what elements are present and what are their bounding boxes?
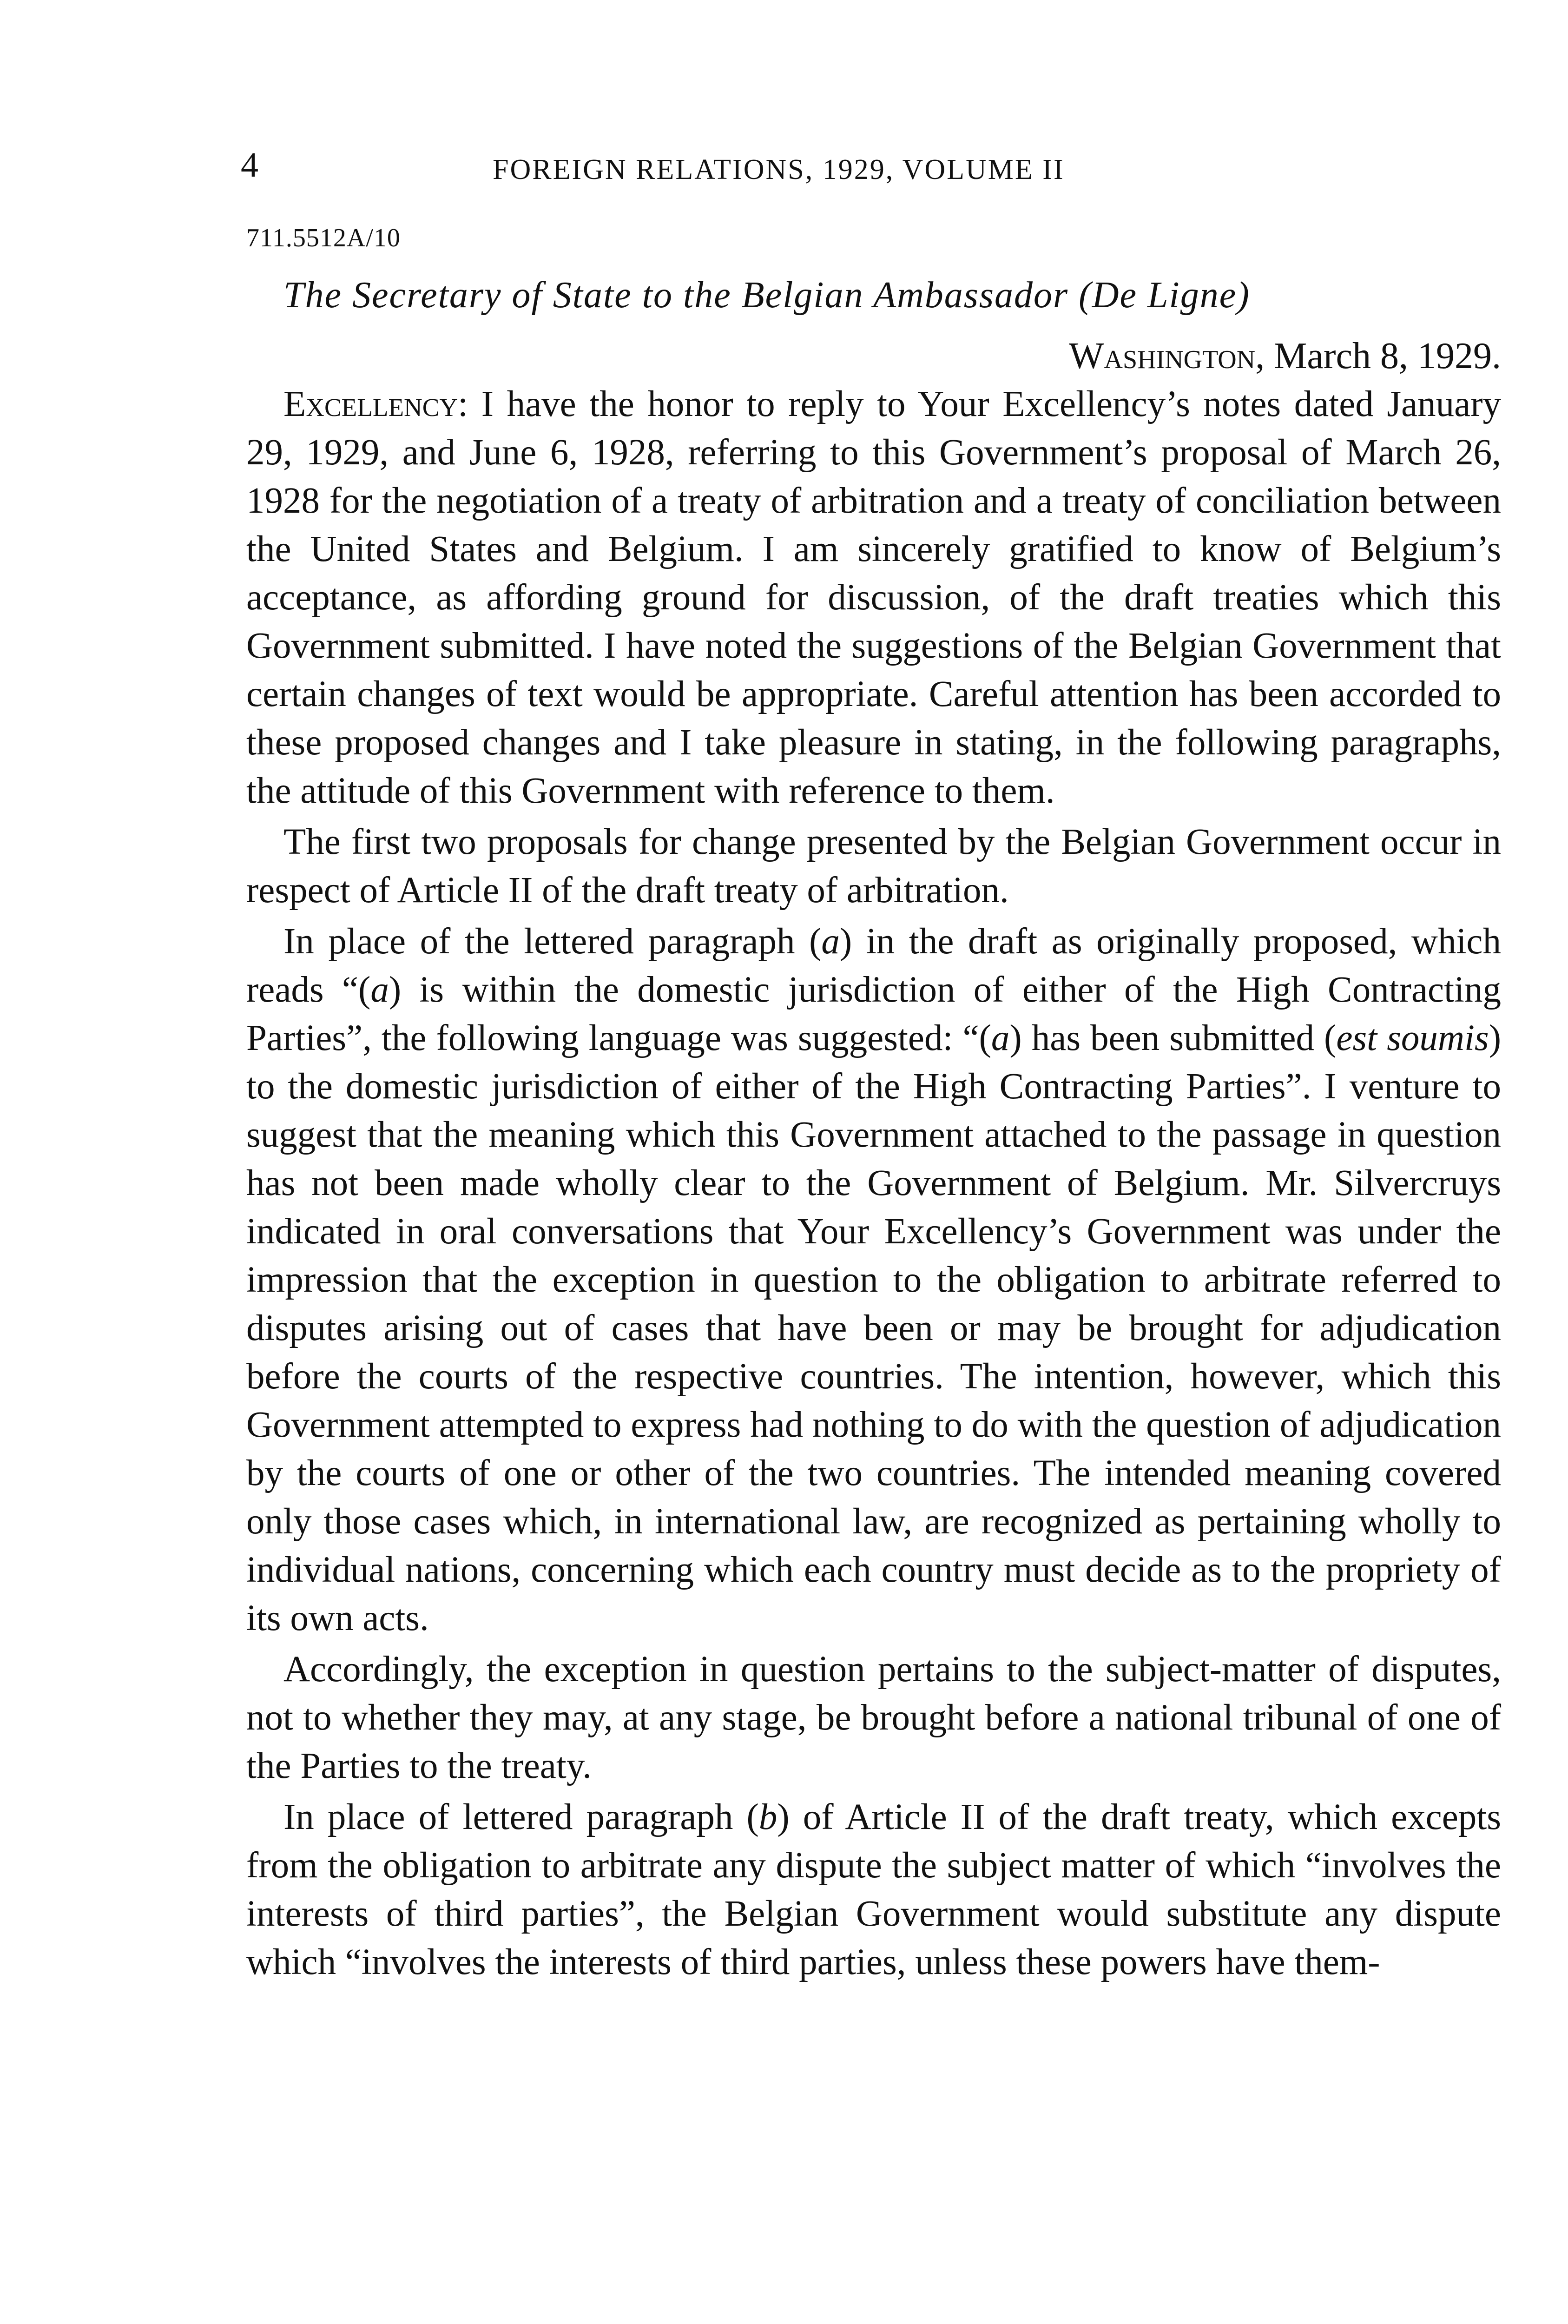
paragraph-letter: a (991, 1018, 1010, 1058)
document-page (241, 145, 1502, 1989)
paragraph-letter: a (821, 921, 840, 962)
paragraph-text: I have the honor to reply to Your Excellency’s notes dated January 29, 1929, and June 6, 1928, referring to this Government’s proposal of March 26, 1928 for the negotiation of a treaty of arbitration and a treaty of conciliation between the United States and Belgium. I am sincerely gratified to know of Belgium’s acceptance, as affording ground for discussion, of the draft treaties which this Government submitted. I have noted the suggestions of the Belgian Government that certain changes of text would be appropriate. Careful attention has been accorded to these proposed changes and I take pleasure in stating, in the following paragraphs, the attitude of this Government with reference to them. (246, 384, 1502, 811)
italic-phrase: est soumis (1336, 1018, 1489, 1058)
paragraph (246, 918, 1501, 1643)
paragraph: The first two proposals for change presented by the Belgian Government occur in respect of Article II of the draft treaty of arbitration. (246, 822, 1501, 911)
paragraph (246, 380, 1501, 815)
document-title: The Secretary of State to the Belgian Ambassador (De Ligne) (283, 275, 1250, 316)
paragraph-letter: a (370, 970, 389, 1010)
paragraph-text: In place of lettered paragraph ( (283, 1797, 759, 1837)
running-title: FOREIGN RELATIONS, 1929, VOLUME II (493, 154, 1065, 185)
file-number: 711.5512A/10 (246, 224, 401, 252)
letter-body (246, 380, 1501, 1987)
paragraph-text: ) of Article II of the draft treaty, which excepts from the obligation to arbitrate any dispute the subject matter of which “involves the interests of third parties”, the Belgian Government would substitute any dispute which “involves the interests of third parties, unless these powers have them- (246, 1797, 1502, 1982)
dateline (246, 335, 1501, 377)
paragraph-text: ) in the draft as originally proposed, which reads “( (246, 921, 1501, 1010)
paragraph (246, 1793, 1501, 1987)
paragraph: Accordingly, the exception in question pertains to the subject-matter of disputes, not to whether they may, at any stage, be brought before a national tribunal of one of the Parties to the treaty. (246, 1649, 1501, 1786)
salutation: Excellency: (283, 384, 468, 424)
paragraph-text: ) is within the domestic jurisdiction of either of the High Contracting Parties”, the following language was suggested: “( (246, 970, 1501, 1058)
paragraph-text: In place of the lettered paragraph ( (283, 921, 822, 962)
dateline-date: March 8, 1929. (1274, 336, 1501, 376)
running-header (241, 145, 1501, 205)
paragraph-text: ) has been submitted ( (1009, 1018, 1337, 1058)
paragraph-text: ) to the domestic jurisdiction of either of the High Contracting Parties”. I venture to suggest that the meaning which this Government attached to the passage in question has not been made wholly clear to the Government of Belgium. Mr. Silvercruys indicated in oral conversations that Your Excellency’s Government was under the impression that the exception in question to the obligation to arbitrate referred to disputes arising out of cases that have been or may be brought for adjudication before the courts of the respective countries. The intention, however, which this Government attempted to express had nothing to do with the question of adjudication by the courts of one or other of the two countries. The intended meaning covered only those cases which, in international law, are recognized as pertaining wholly to individual nations, concerning which each country must decide as to the propriety of its own acts. (246, 1018, 1501, 1638)
dateline-place: Washington, (1069, 336, 1265, 376)
page-number: 4 (241, 145, 258, 185)
paragraph-letter: b (758, 1797, 777, 1837)
